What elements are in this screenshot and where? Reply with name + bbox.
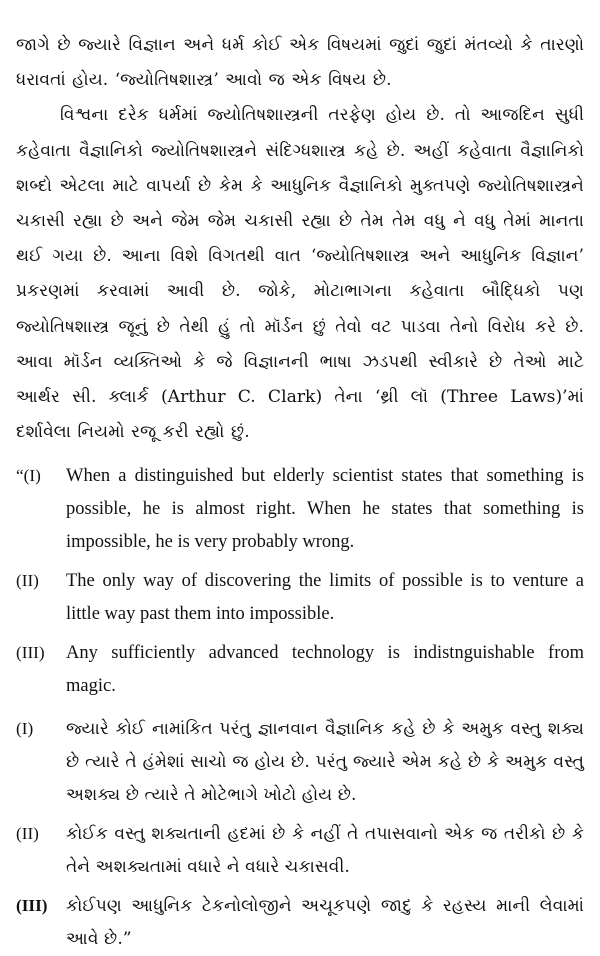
english-law-3 <box>16 637 584 703</box>
law-number: (I) <box>16 719 34 739</box>
paragraph-intro: જાગે છે જ્યારે વિજ્ઞાન અને ધર્મ કોઈ એક વિષયમાં જુદાં જુદાં મંતવ્યો કે તારણો ધરાવતાં હોય. ‘જ્યોતિષશાસ્ત્ર’ આવો જ એક વિષય છે. <box>16 35 584 91</box>
law-text: The only way of discovering the limits of possible is to venture a little way past them into impossible. <box>66 571 584 625</box>
law-text: Any sufficiently advanced technology is indistnguishable from magic. <box>66 643 584 697</box>
gujarati-law-1 <box>16 713 584 812</box>
law-number: (II) <box>16 571 39 591</box>
english-laws-list <box>16 460 584 703</box>
law-number: (III) <box>16 896 48 916</box>
law-text: કોઈક વસ્તુ શક્યતાની હદમાં છે કે નહીં તે તપાસવાનો એક જ તરીકો છે કે તેને અશક્યતામાં વધારે ને વધારે ચકાસવી. <box>66 824 584 878</box>
english-law-2 <box>16 565 584 631</box>
law-number: (III) <box>16 643 45 663</box>
law-number: (II) <box>16 824 39 844</box>
law-number: “(I) <box>16 466 41 486</box>
gujarati-law-3 <box>16 890 584 956</box>
english-law-1 <box>16 460 584 559</box>
gujarati-laws-list <box>16 713 584 956</box>
paragraph-astrology-science: વિશ્વના દરેક ધર્મમાં જ્યોતિષશાસ્ત્રની તરફેણ હોય છે. તો આજદિન સુધી કહેવાતા વૈજ્ઞાનિકો જ્યોતિષશાસ્ત્રને સંદિગ્ધશાસ્ત્ર કહે છે. અહીં કહેવાતા વૈજ્ઞાનિકો શબ્દો એટલા માટે વાપર્યા છે કેમ કે આધુનિક વૈજ્ઞાનિકો મુક્તપણે જ્યોતિષશાસ્ત્રને ચકાસી રહ્યા છે અને જેમ જેમ ચકાસી રહ્યા છે તેમ તેમ વધુ ને વધુ તેમાં માનતા થઈ ગયા છે. આના વિશે વિગતથી વાત ‘જ્યોતિષશાસ્ત્ર અને આધુનિક વિજ્ઞાન’ પ્રકરણમાં કરવામાં આવી છે. જોકે, મોટાભાગના કહેવાતા બૌદ્ધિકો પણ જ્યોતિષશાસ્ત્ર જૂનું છે તેથી હું તો મૉર્ડન છું તેવો વટ પાડવા તેનો વિરોધ કરે છે. આવા મૉર્ડન વ્યક્તિઓ કે જે વિજ્ઞાનની ભાષા ઝડપથી સ્વીકારે છે તેઓ માટે આર્થર સી. ક્લાર્ક (Arthur C. Clark) તેના ‘થ્રી લૉ (Three Laws)’માં દર્શાવેલા નિયમો રજૂ કરી રહ્યો છું. <box>16 105 584 443</box>
law-text: જ્યારે કોઈ નામાંકિત પરંતુ જ્ઞાનવાન વૈજ્ઞાનિક કહે છે કે અમુક વસ્તુ શક્ય છે ત્યારે તે હંમેશાં સાચો જ હોય છે. પરંતુ જ્યારે એમ કહે છે કે અમુક વસ્તુ અશક્ય છે ત્યારે તે મોટેભાગે ખોટો હોય છે. <box>66 719 584 806</box>
gujarati-law-2 <box>16 818 584 884</box>
law-text: કોઈપણ આધુનિક ટેકનોલોજીને અચૂકપણે જાદુ કે રહસ્ય માની લેવામાં આવે છે.” <box>66 896 584 950</box>
law-text: When a distinguished but elderly scientist states that something is possible, he is almost right. When he states that something is impossible, he is very probably wrong. <box>66 466 584 553</box>
